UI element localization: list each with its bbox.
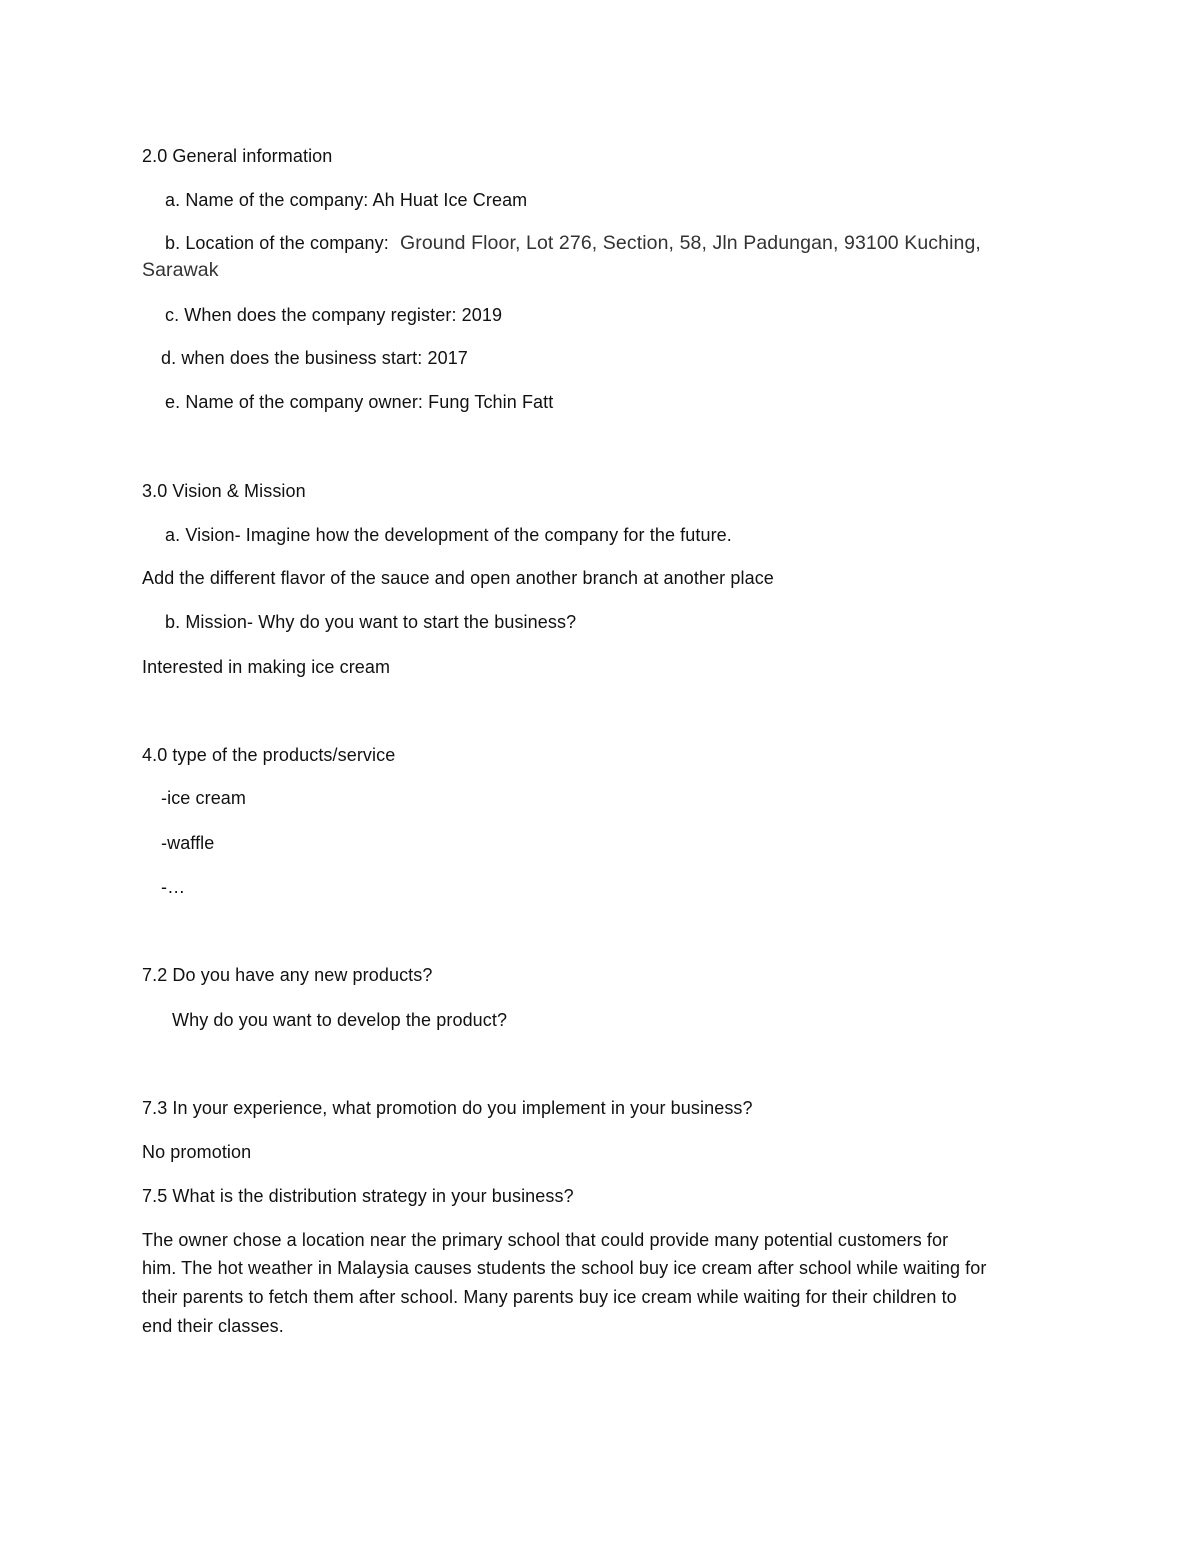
section-heading-vision: 3.0 Vision & Mission [142, 481, 306, 501]
register-row [165, 304, 502, 326]
owner-row [165, 391, 553, 413]
product-item: -waffle [161, 833, 215, 853]
company-name-row [165, 189, 527, 211]
company-name-value: Ah Huat Ice Cream [372, 190, 528, 210]
mission-question: b. Mission- Why do you want to start the business? [165, 612, 577, 632]
location-label: b. Location of the company: [165, 233, 389, 253]
vision-question: a. Vision- Imagine how the development of the company for the future. [165, 525, 732, 545]
location-value-line1: Ground Floor, Lot 276, Section, 58, Jln Padungan, 93100 Kuching, [399, 232, 981, 254]
register-label: c. When does the company register: [165, 305, 457, 325]
section-heading-new-products: 7.2 Do you have any new products? [142, 965, 433, 985]
location-value-line2: Sarawak [142, 259, 219, 281]
start-value: 2017 [427, 348, 468, 368]
promotion-answer: No promotion [142, 1142, 252, 1162]
mission-answer: Interested in making ice cream [142, 657, 391, 677]
product-item: -ice cream [161, 788, 247, 808]
section-heading-promotion: 7.3 In your experience, what promotion do you implement in your business? [142, 1098, 753, 1118]
section-heading-products: 4.0 type of the products/service [142, 745, 396, 765]
company-name-label: a. Name of the company: [165, 190, 369, 210]
distribution-answer-line: end their classes. [142, 1316, 284, 1336]
start-label: d. when does the business start: [161, 348, 423, 368]
register-value: 2019 [461, 305, 503, 325]
product-item: -… [161, 877, 186, 897]
section-heading-distribution: 7.5 What is the distribution strategy in your business? [142, 1186, 574, 1206]
start-row [161, 347, 468, 369]
location-row [165, 232, 981, 254]
owner-label: e. Name of the company owner: [165, 392, 424, 412]
distribution-answer-line: The owner chose a location near the primary school that could provide many potential customers for [142, 1230, 949, 1250]
distribution-answer-line: him. The hot weather in Malaysia causes students the school buy ice cream after school while waiting for [142, 1258, 987, 1278]
section-heading-general: 2.0 General information [142, 146, 333, 166]
owner-value: Fung Tchin Fatt [428, 392, 554, 412]
new-products-sub-question: Why do you want to develop the product? [172, 1010, 508, 1030]
distribution-answer-line: their parents to fetch them after school. Many parents buy ice cream while waiting for their children to [142, 1287, 957, 1307]
vision-answer: Add the different flavor of the sauce and open another branch at another place [142, 568, 774, 588]
